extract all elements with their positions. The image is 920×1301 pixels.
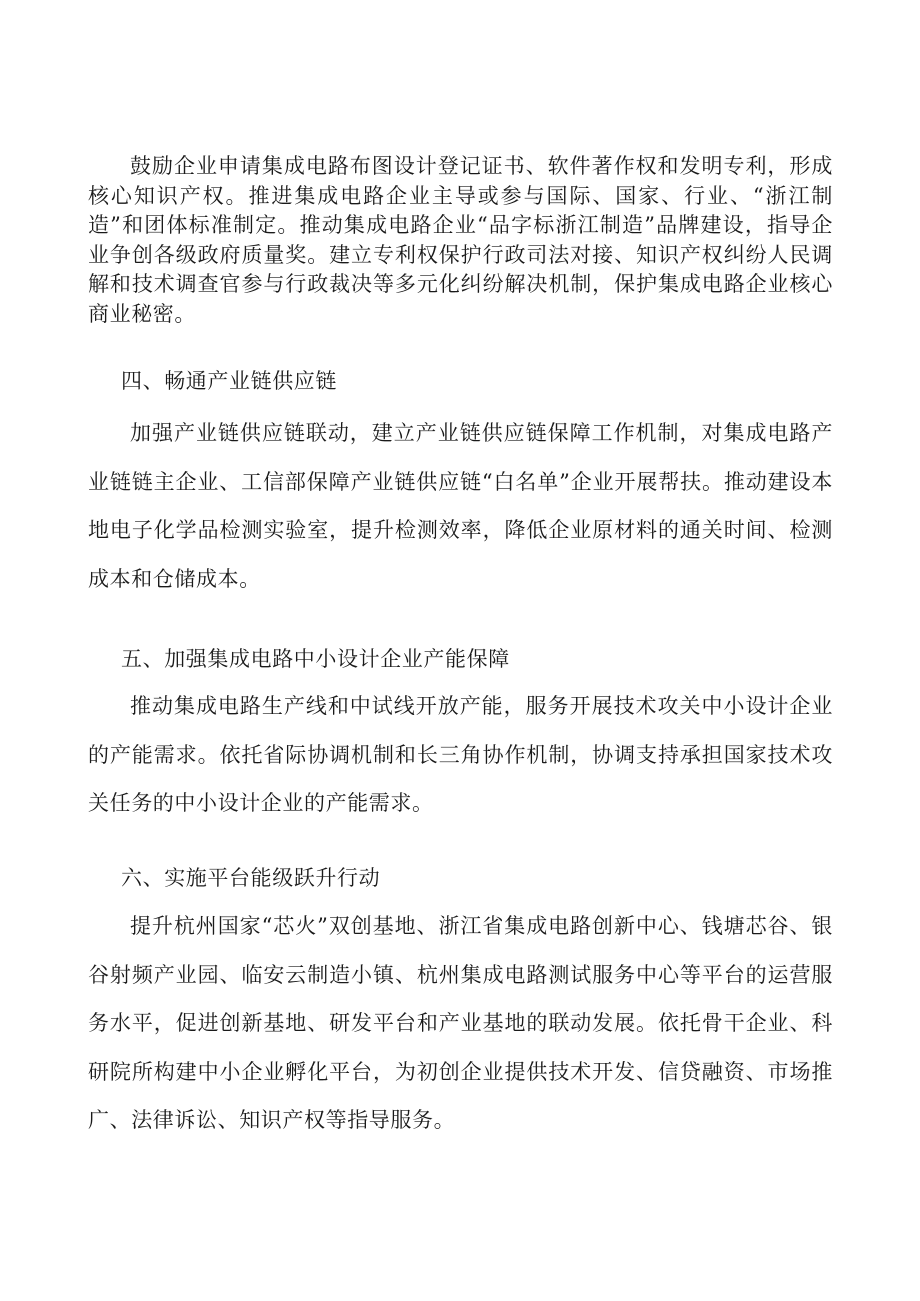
paragraph-supply-chain: 加强产业链供应链联动，建立产业链供应链保障工作机制，对集成电路产业链链主企业、工信部保障产业链供应链“白名单”企业开展帮扶。推动建设本地电子化学品检测实验室，提升检测效率，降低企业原材料的通关时间、检测成本和仓储成本。 <box>88 421 833 591</box>
paragraph-platform-upgrade: 提升杭州国家“芯火”双创基地、浙江省集成电路创新中心、钱塘芯谷、银谷射频产业园、临安云制造小镇、杭州集成电路测试服务中心等平台的运营服务水平，促进创新基地、研发平台和产业基地的联动发展。依托骨干企业、科研院所构建中小企业孵化平台，为初创企业提供技术开发、信贷融资、市场推广、法律诉讼、知识产权等指导服务。 <box>88 914 833 1132</box>
section-heading-platform-upgrade: 六、实施平台能级跃升行动 <box>121 866 381 890</box>
paragraph-ip-protection: 鼓励企业申请集成电路布图设计登记证书、软件著作权和发明专利，形成核心知识产权。推进集成电路企业主导或参与国际、国家、行业、“浙江制造”和团体标准制定。推动集成电路企业“品字标浙江制造”品牌建设，指导企业争创各级政府质量奖。建立专利权保护行政司法对接、知识产权纠纷人民调解和技术调查官参与行政裁决等多元化纠纷解决机制，保护集成电路企业核心商业秘密。 <box>88 154 833 326</box>
section-heading-capacity-guarantee: 五、加强集成电路中小设计企业产能保障 <box>121 647 510 671</box>
paragraph-capacity-guarantee: 推动集成电路生产线和中试线开放产能，服务开展技术攻关中小设计企业的产能需求。依托省际协调机制和长三角协作机制，协调支持承担国家技术攻关任务的中小设计企业的产能需求。 <box>88 694 833 815</box>
section-heading-supply-chain: 四、畅通产业链供应链 <box>121 369 337 393</box>
